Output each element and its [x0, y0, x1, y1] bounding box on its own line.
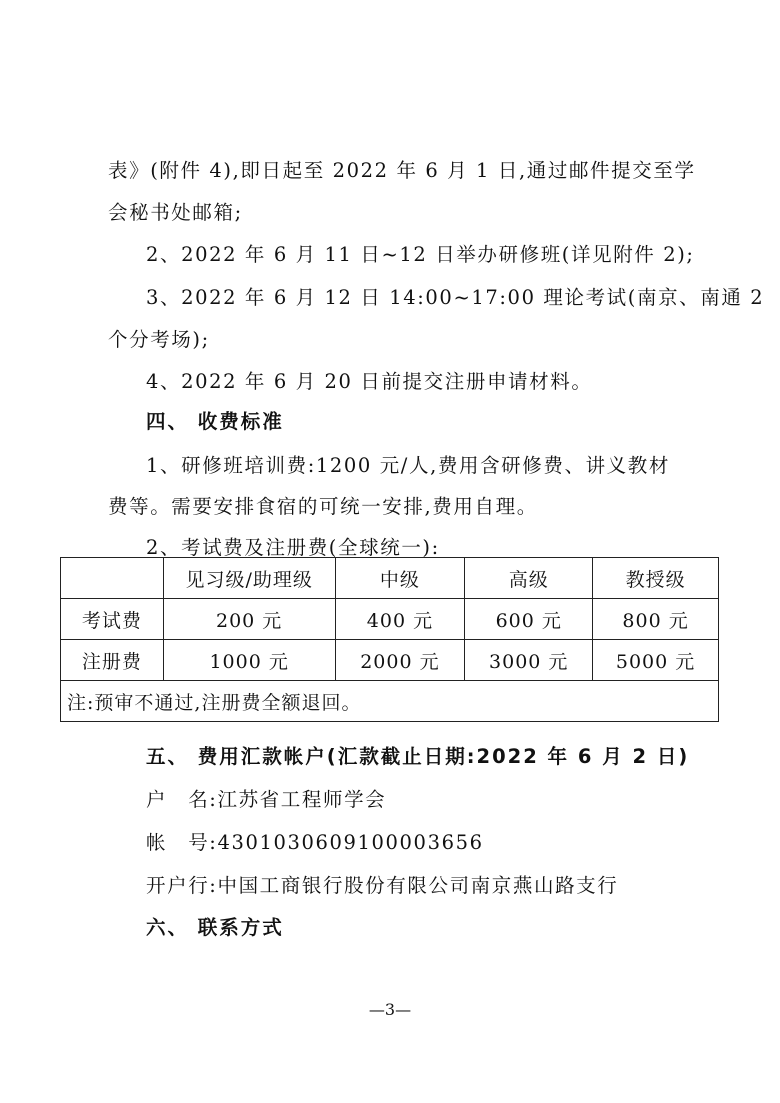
table-cell: 400 元 — [335, 599, 465, 640]
section-heading: 四、 收费标准 — [146, 410, 284, 433]
table-header-cell: 见习级/助理级 — [163, 558, 335, 599]
fee-table — [60, 557, 719, 722]
table-header-cell: 高级 — [465, 558, 593, 599]
paragraph-line: 表》(附件 4),即日起至 2022 年 6 月 1 日,通过邮件提交至学 — [108, 159, 696, 182]
account-number: 帐 号:4301030609100003656 — [146, 831, 484, 854]
table-header-cell: 教授级 — [593, 558, 719, 599]
table-row — [61, 640, 719, 681]
table-cell: 800 元 — [593, 599, 719, 640]
table-note: 注:预审不通过,注册费全额退回。 — [61, 681, 719, 722]
table-cell: 600 元 — [465, 599, 593, 640]
bank-name: 开户行:中国工商银行股份有限公司南京燕山路支行 — [146, 874, 619, 897]
paragraph-line: 个分考场); — [108, 328, 210, 351]
paragraph-line: 1、研修班培训费:1200 元/人,费用含研修费、讲义教材 — [146, 454, 670, 477]
table-header-cell: 中级 — [335, 558, 465, 599]
table-cell: 5000 元 — [593, 640, 719, 681]
paragraph-line: 4、2022 年 6 月 20 日前提交注册申请材料。 — [146, 370, 593, 393]
paragraph-line: 3、2022 年 6 月 12 日 14:00~17:00 理论考试(南京、南通 2 — [146, 286, 765, 309]
table-row — [61, 599, 719, 640]
paragraph-line: 费等。需要安排食宿的可统一安排,费用自理。 — [108, 495, 538, 518]
paragraph-line: 会秘书处邮箱; — [108, 201, 243, 224]
section-heading: 六、 联系方式 — [146, 916, 284, 939]
page-number: —3— — [368, 1000, 412, 1019]
row-label: 考试费 — [61, 599, 164, 640]
paragraph-line: 2、2022 年 6 月 11 日~12 日举办研修班(详见附件 2); — [146, 243, 695, 266]
table-cell: 3000 元 — [465, 640, 593, 681]
paragraph-line: 2、考试费及注册费(全球统一): — [146, 536, 440, 559]
table-note-row — [61, 681, 719, 722]
table-cell: 2000 元 — [335, 640, 465, 681]
table-header-cell — [61, 558, 164, 599]
account-name: 户 名:江苏省工程师学会 — [146, 788, 387, 811]
table-cell: 200 元 — [163, 599, 335, 640]
section-heading: 五、 费用汇款帐户(汇款截止日期:2022 年 6 月 2 日) — [146, 745, 690, 768]
table-header-row — [61, 558, 719, 599]
row-label: 注册费 — [61, 640, 164, 681]
table-cell: 1000 元 — [163, 640, 335, 681]
